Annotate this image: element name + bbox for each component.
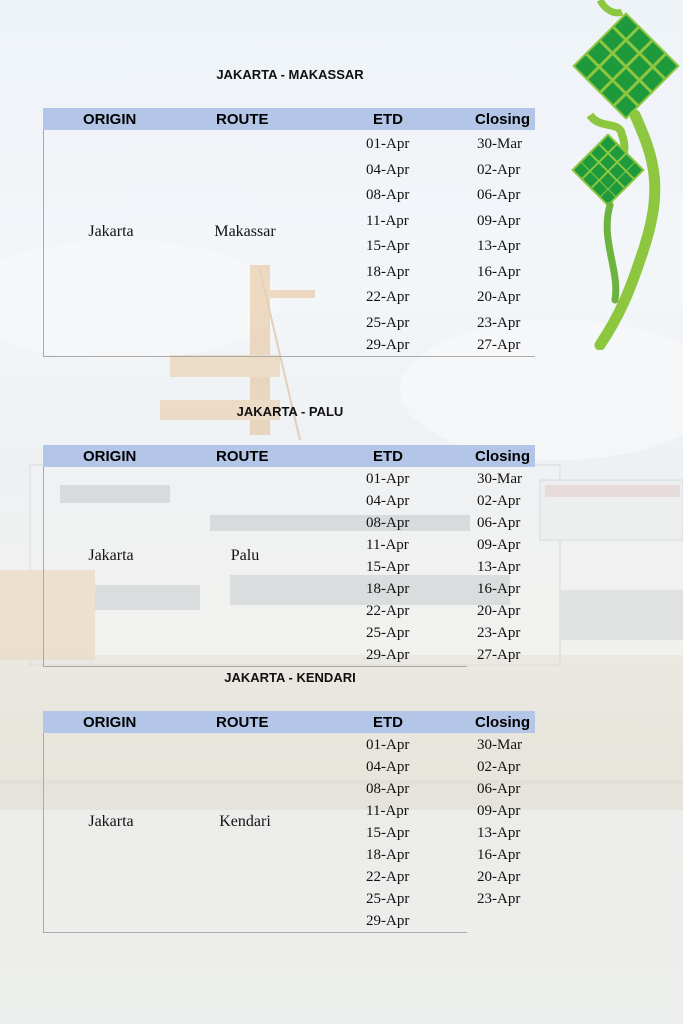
closing-cell: 13-Apr	[477, 238, 521, 254]
cell-route: Makassar	[214, 223, 276, 240]
header-closing: Closing	[475, 111, 530, 128]
closing-cell: 02-Apr	[477, 493, 521, 509]
etd-cell: 29-Apr	[366, 337, 410, 353]
table-header	[43, 445, 535, 467]
etd-cell: 11-Apr	[366, 537, 409, 553]
etd-cell: 15-Apr	[366, 559, 410, 575]
header-etd: ETD	[373, 448, 403, 465]
closing-cell: 16-Apr	[477, 581, 521, 597]
closing-cell: 13-Apr	[477, 559, 521, 575]
cell-route: Palu	[230, 547, 260, 564]
table-header	[43, 108, 535, 130]
section-title: JAKARTA - KENDARI	[224, 670, 356, 685]
etd-cell: 08-Apr	[366, 781, 410, 797]
etd-cell: 25-Apr	[366, 625, 410, 641]
header-origin: ORIGIN	[83, 111, 137, 128]
closing-cell: 09-Apr	[477, 537, 521, 553]
closing-cell: 27-Apr	[477, 647, 521, 663]
etd-cell: 18-Apr	[366, 581, 410, 597]
etd-cell: 11-Apr	[366, 212, 409, 229]
etd-cell: 01-Apr	[366, 471, 410, 487]
header-origin: ORIGIN	[83, 714, 137, 731]
closing-cell: 27-Apr	[477, 337, 521, 353]
closing-cell: 16-Apr	[477, 263, 521, 280]
closing-cell: 30-Mar	[477, 471, 522, 487]
etd-cell: 25-Apr	[366, 891, 410, 907]
etd-cell: 18-Apr	[366, 847, 410, 863]
closing-cell: 23-Apr	[477, 625, 521, 641]
header-route: ROUTE	[216, 448, 269, 465]
etd-cell: 04-Apr	[366, 161, 410, 178]
header-closing: Closing	[475, 448, 530, 465]
etd-cell: 25-Apr	[366, 314, 410, 331]
section-title: JAKARTA - MAKASSAR	[216, 67, 364, 82]
header-closing: Closing	[475, 714, 530, 731]
table-header	[43, 711, 535, 733]
cell-origin: Jakarta	[88, 547, 134, 564]
etd-cell: 15-Apr	[366, 825, 410, 841]
etd-cell: 29-Apr	[366, 647, 410, 663]
etd-cell: 04-Apr	[366, 493, 410, 509]
etd-cell: 22-Apr	[366, 289, 410, 305]
closing-cell: 16-Apr	[477, 847, 521, 863]
header-route: ROUTE	[216, 111, 269, 128]
closing-cell: 23-Apr	[477, 891, 521, 907]
etd-cell: 22-Apr	[366, 869, 410, 885]
etd-cell: 08-Apr	[366, 187, 410, 203]
closing-cell: 09-Apr	[477, 803, 521, 819]
closing-cell: 02-Apr	[477, 759, 521, 775]
header-origin: ORIGIN	[83, 448, 137, 465]
closing-cell: 02-Apr	[477, 161, 521, 178]
ketupat-ornament-icon	[560, 0, 683, 350]
etd-cell: 15-Apr	[366, 238, 410, 254]
closing-cell: 23-Apr	[477, 314, 521, 331]
closing-cell: 06-Apr	[477, 187, 521, 203]
closing-cell: 30-Mar	[477, 737, 522, 753]
closing-cell: 20-Apr	[477, 603, 521, 619]
closing-cell: 30-Mar	[477, 136, 522, 152]
closing-cell: 09-Apr	[477, 212, 521, 229]
closing-cell: 20-Apr	[477, 289, 521, 305]
closing-cell: 06-Apr	[477, 515, 521, 531]
etd-cell: 18-Apr	[366, 263, 410, 280]
etd-cell: 04-Apr	[366, 759, 410, 775]
etd-cell: 29-Apr	[366, 913, 410, 929]
closing-cell: 20-Apr	[477, 869, 521, 885]
header-route: ROUTE	[216, 714, 269, 731]
header-etd: ETD	[373, 714, 403, 731]
etd-cell: 08-Apr	[366, 515, 410, 531]
table-body	[43, 130, 535, 357]
cell-route: Kendari	[219, 813, 271, 830]
closing-cell: 13-Apr	[477, 825, 521, 841]
cell-origin: Jakarta	[88, 223, 134, 240]
cell-origin: Jakarta	[88, 813, 134, 830]
section-title: JAKARTA - PALU	[236, 404, 344, 419]
header-etd: ETD	[373, 111, 403, 128]
etd-cell: 11-Apr	[366, 803, 409, 819]
closing-cell: 06-Apr	[477, 781, 521, 797]
etd-cell: 01-Apr	[366, 737, 410, 753]
etd-cell: 22-Apr	[366, 603, 410, 619]
etd-cell: 01-Apr	[366, 136, 410, 152]
